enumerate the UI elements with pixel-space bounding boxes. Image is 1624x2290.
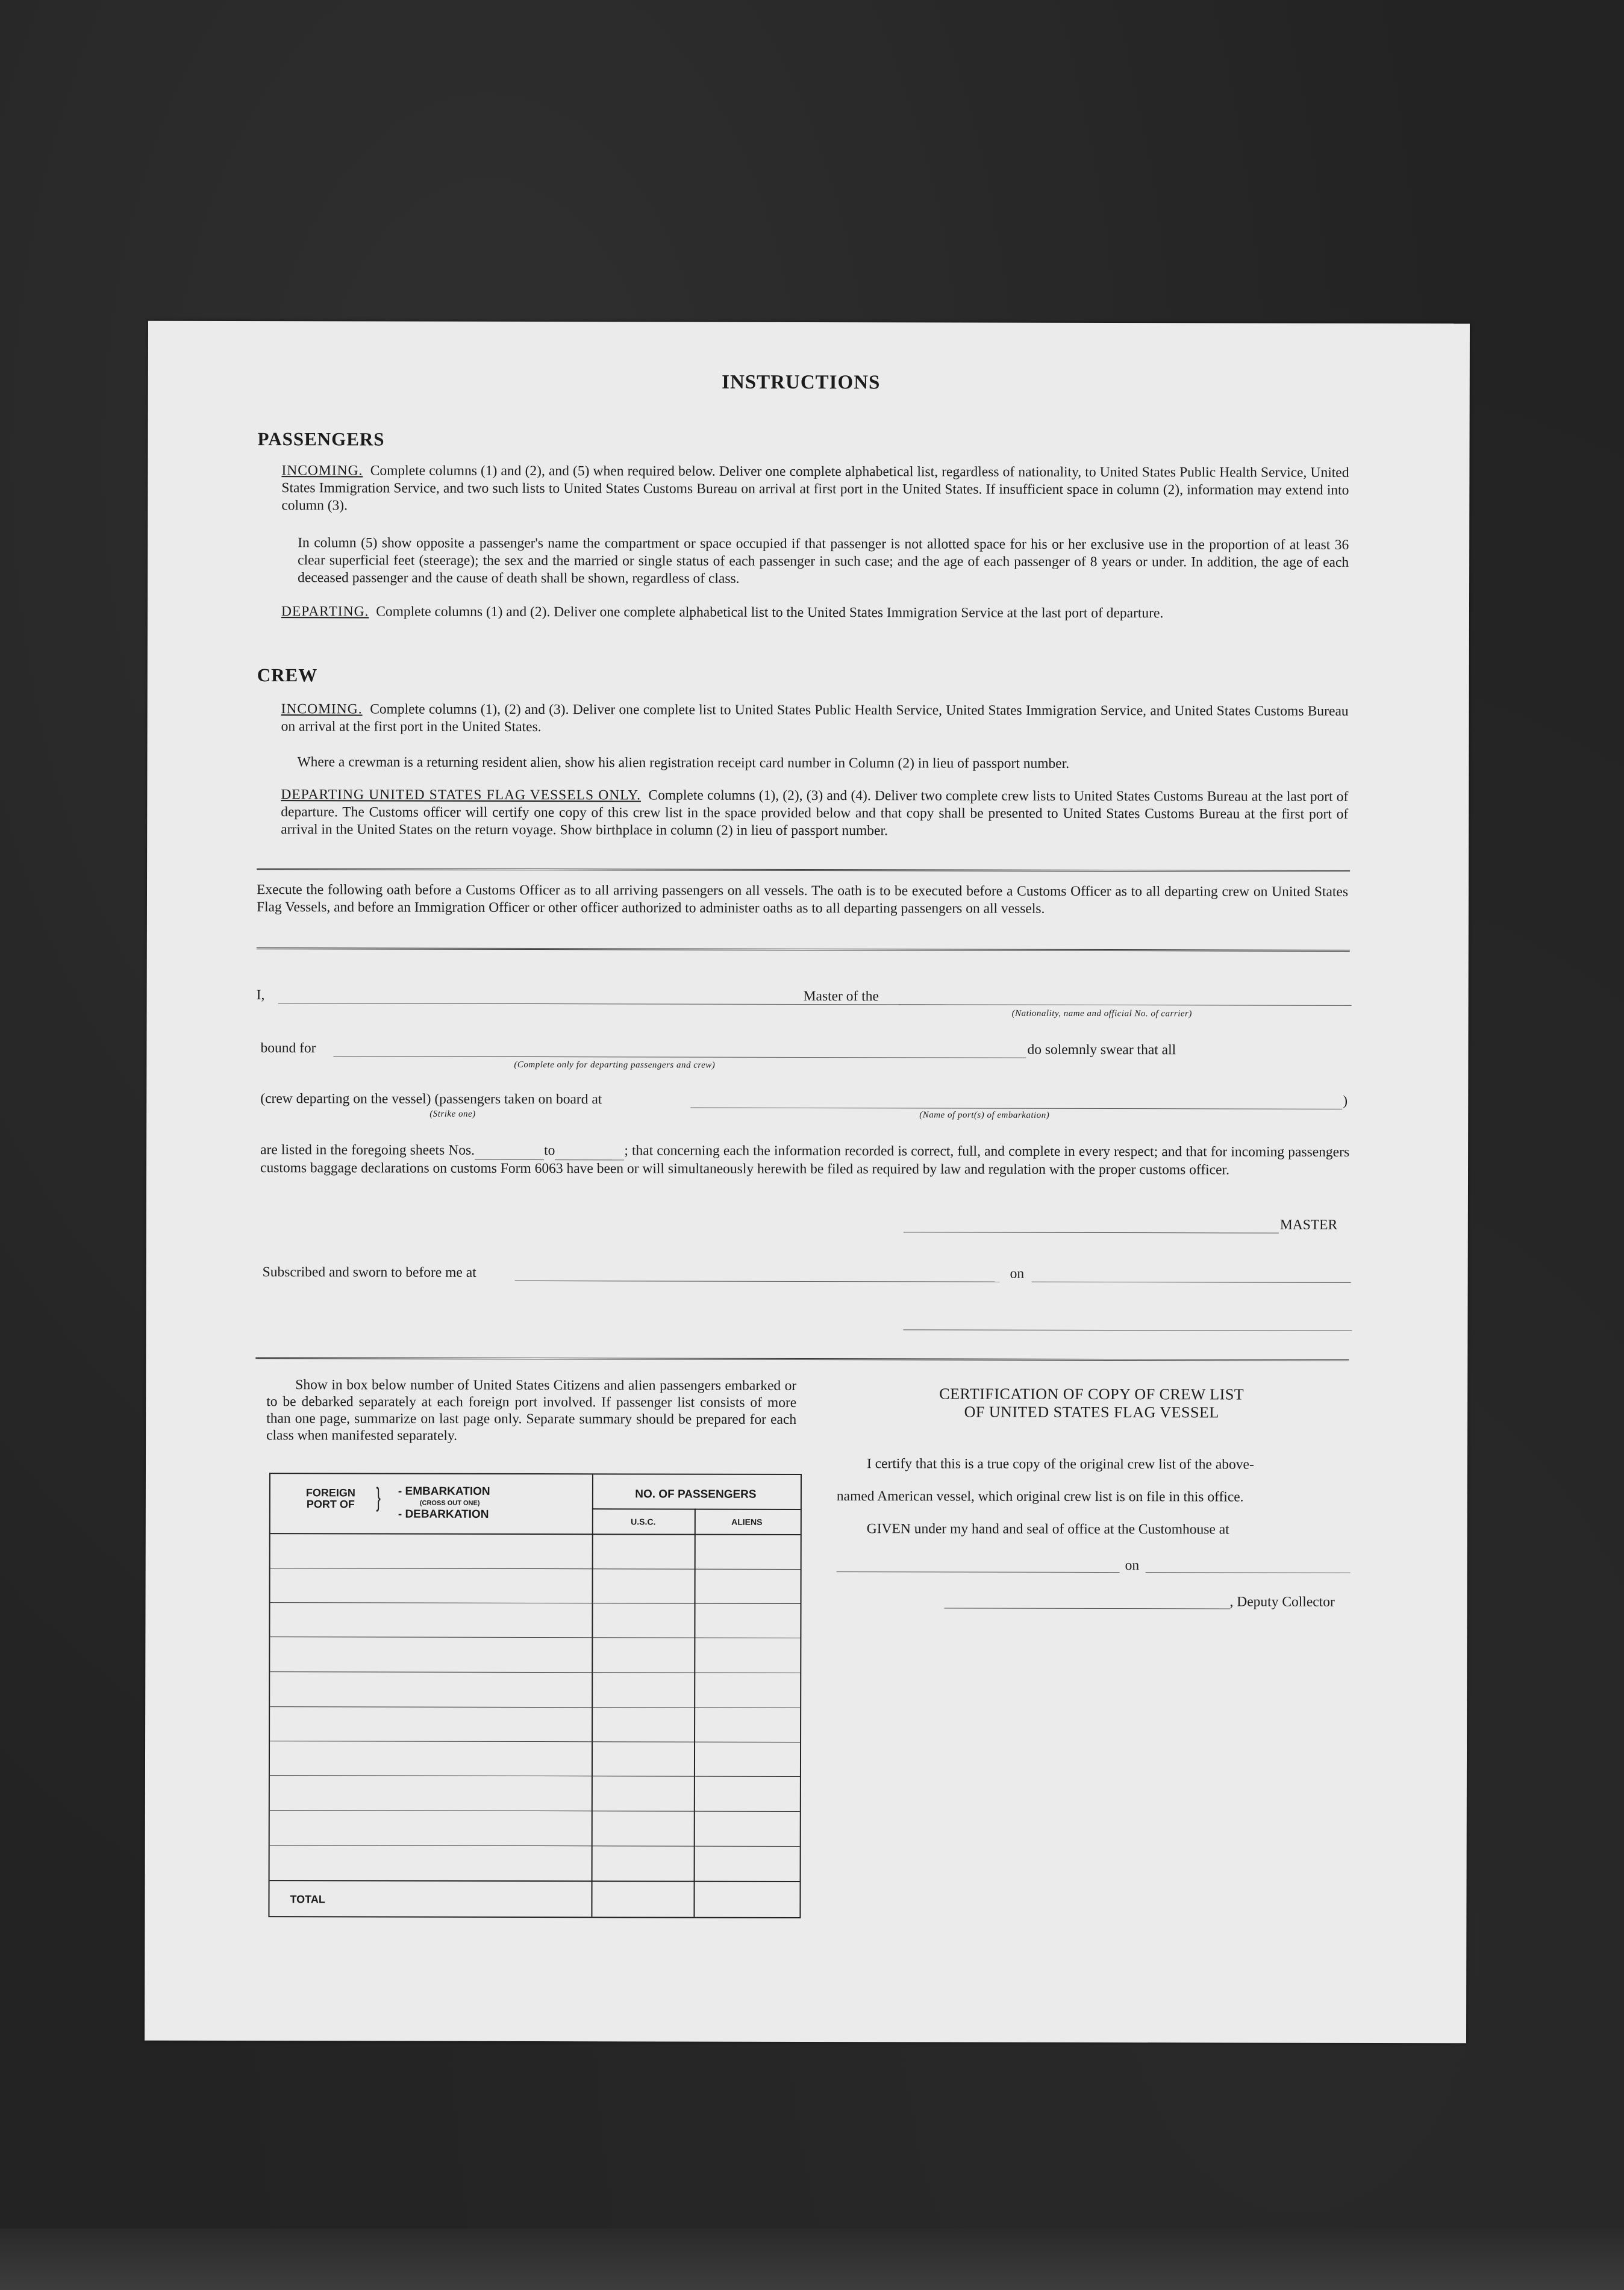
oath-intro-paragraph: Execute the following oath before a Customs Officer as to all arriving passengers on all vessels. The oath is to be executed before a Customs Officer as to all departing crew on United States Flag Vessels, and before an Immigration Officer or other officer authorized to administer oaths as to all departing passengers on all vessels. [256, 882, 1349, 917]
passengers-departing-paragraph [281, 603, 1349, 623]
document-sheet [145, 321, 1470, 2044]
oath-i-label: I, [256, 987, 265, 1003]
certification-heading-1: CERTIFICATION OF COPY OF CREW LIST [939, 1385, 1245, 1403]
master-of-label: Master of the [803, 988, 879, 1005]
listed-to: to [544, 1143, 555, 1159]
usc-header: U.S.C. [631, 1517, 656, 1527]
brace: } [376, 1482, 381, 1512]
passengers-departing-lead: DEPARTING. [281, 604, 369, 620]
sheet-from-field[interactable] [475, 1142, 544, 1160]
deputy-signature-line[interactable] [945, 1608, 1231, 1609]
passengers-departing-text: Complete columns (1) and (2). Deliver one complete alphabetical list to the United States Immigration Service at the last port of departure. [376, 604, 1164, 622]
aliens-header: ALIENS [731, 1517, 763, 1527]
listed-prefix: are listed in the foregoing sheets Nos. [260, 1142, 475, 1158]
embarkation-label: - EMBARKATION [398, 1485, 490, 1498]
cross-out-label: (CROSS OUT ONE) [419, 1499, 480, 1507]
table-row [270, 1845, 800, 1847]
table-row [270, 1741, 800, 1742]
swear-label: do solemnly swear that all [1027, 1041, 1176, 1058]
bound-for-label: bound for [260, 1040, 316, 1056]
divider [257, 868, 1350, 875]
ports-caption: (Name of port(s) of embarkation) [919, 1110, 1050, 1120]
crew-resident-paragraph: Where a crewman is a returning resident alien, show his alien registration receipt card number in Column (2) in lieu of passport number. [297, 754, 1070, 772]
page-title: INSTRUCTIONS [722, 371, 881, 394]
table-row [270, 1880, 800, 1882]
certify-date-line[interactable] [1146, 1572, 1351, 1573]
no-passengers-header: NO. OF PASSENGERS [635, 1488, 757, 1501]
table-row [270, 1775, 800, 1777]
listed-paragraph [260, 1141, 1349, 1179]
subscribed-label: Subscribed and sworn to before me at [262, 1264, 476, 1281]
listed-text: ; that concerning each the information recorded is correct, full, and complete in every respect; and that for incoming passengers customs baggage declarations on customs Form 6063 have been or will simultaneously herewith be filed as required by law and regulation with the proper customs officer. [260, 1143, 1350, 1178]
passengers-incoming-paragraph [281, 462, 1349, 517]
crew-incoming-paragraph [281, 700, 1349, 738]
crew-incoming-lead: INCOMING. [281, 701, 363, 717]
certification-heading-2: OF UNITED STATES FLAG VESSEL [964, 1403, 1219, 1421]
foreign-port-header: FOREIGN PORT OF [305, 1487, 355, 1511]
debarkation-label: - DEBARKATION [398, 1508, 489, 1521]
table-row [270, 1636, 800, 1638]
sworn-on-label: on [1010, 1265, 1025, 1282]
table-row [270, 1671, 800, 1673]
crew-heading: CREW [257, 664, 318, 686]
vessel-name-line[interactable] [899, 1004, 1352, 1006]
certify-line-2: named American vessel, which original crew list is on file in this office. [836, 1488, 1244, 1505]
table-row [270, 1706, 800, 1708]
crew-incoming-text: Complete columns (1), (2) and (3). Deliver one complete list to United States Public Health Service, United States Immigration Service, and United States Customs Bureau on arrival at the first port in the United States. [281, 701, 1349, 735]
sheet-to-field[interactable] [555, 1142, 624, 1160]
officer-signature-line[interactable] [903, 1329, 1352, 1331]
summary-instructions: Show in box below number of United States Citizens and alien passengers embarked or to be debarked separately at each foreign port involved. If passenger list consists of more than one page, summarize on last page only. Separate summary should be prepared for each class when manifested separately. [266, 1377, 797, 1444]
divider [255, 1357, 1349, 1364]
close-paren: ) [1343, 1093, 1348, 1109]
crew-departing-paragraph [281, 786, 1348, 841]
strike-one-caption: (Strike one) [429, 1109, 476, 1119]
scanner-bottom-band [0, 2229, 1624, 2290]
certify-line-1: I certify that this is a true copy of the original crew list of the above- [866, 1456, 1254, 1473]
passengers-column5-paragraph: In column (5) show opposite a passenger's name the compartment or space occupied if that passenger is not allotted space for his or her exclusive use in the proportion of at least 36 clear superficial feet (steerage); the sex and the married or single status of each passenger in such case; and the age of each passenger of 8 years or under. In addition, the age of each deceased passenger and the cause of death shall be shown, regardless of class. [298, 535, 1349, 587]
master-signature-line[interactable] [904, 1232, 1279, 1233]
passengers-heading: PASSENGERS [257, 428, 385, 450]
crew-departing-text: Complete columns (1), (2), (3) and (4). Deliver two complete crew lists to United States Customs Bureau at the last port of departure. The Customs officer will certify one copy of this crew list in the space provided below and that copy shall be presented to United States Customs Bureau at the first port of arrival in the United States on the return voyage. Show birthplace in column (2) in lieu of passport number. [281, 787, 1349, 839]
divider [257, 947, 1350, 954]
bound-for-line[interactable] [333, 1056, 1026, 1058]
passengers-incoming-text: Complete columns (1) and (2), and (5) when required below. Deliver one complete alphabetical list, regardless of nationality, to United States Public Health Service, United States Immigration Service, and two such lists to United States Customs Bureau on arrival at first port in the United States. If insufficient space in column (2), information may extend into column (3). [281, 463, 1349, 514]
nationality-caption: (Nationality, name and official No. of carrier) [1011, 1008, 1192, 1019]
certify-on-label: on [1125, 1558, 1140, 1574]
table-row [270, 1810, 800, 1812]
table-row [270, 1602, 801, 1604]
sworn-place-line[interactable] [515, 1281, 1000, 1282]
table-row [270, 1568, 801, 1570]
total-label: TOTAL [290, 1893, 325, 1906]
certify-line-3: GIVEN under my hand and seal of office at the Customhouse at [866, 1521, 1229, 1538]
complete-only-caption: (Complete only for departing passengers and crew) [514, 1059, 716, 1070]
master-sign-label: MASTER [1279, 1217, 1338, 1233]
customhouse-line[interactable] [837, 1571, 1120, 1573]
port-embarkation-line[interactable] [690, 1108, 1342, 1109]
deputy-collector-label: , Deputy Collector [1229, 1594, 1335, 1610]
crew-departing-lead: DEPARTING UNITED STATES FLAG VESSELS ONLY. [281, 787, 642, 803]
passenger-summary-table [268, 1473, 802, 1918]
passengers-incoming-lead: INCOMING. [281, 463, 363, 479]
crew-departing-label: (crew departing on the vessel) (passengers taken on board at [260, 1091, 602, 1108]
sworn-date-line[interactable] [1032, 1282, 1351, 1283]
